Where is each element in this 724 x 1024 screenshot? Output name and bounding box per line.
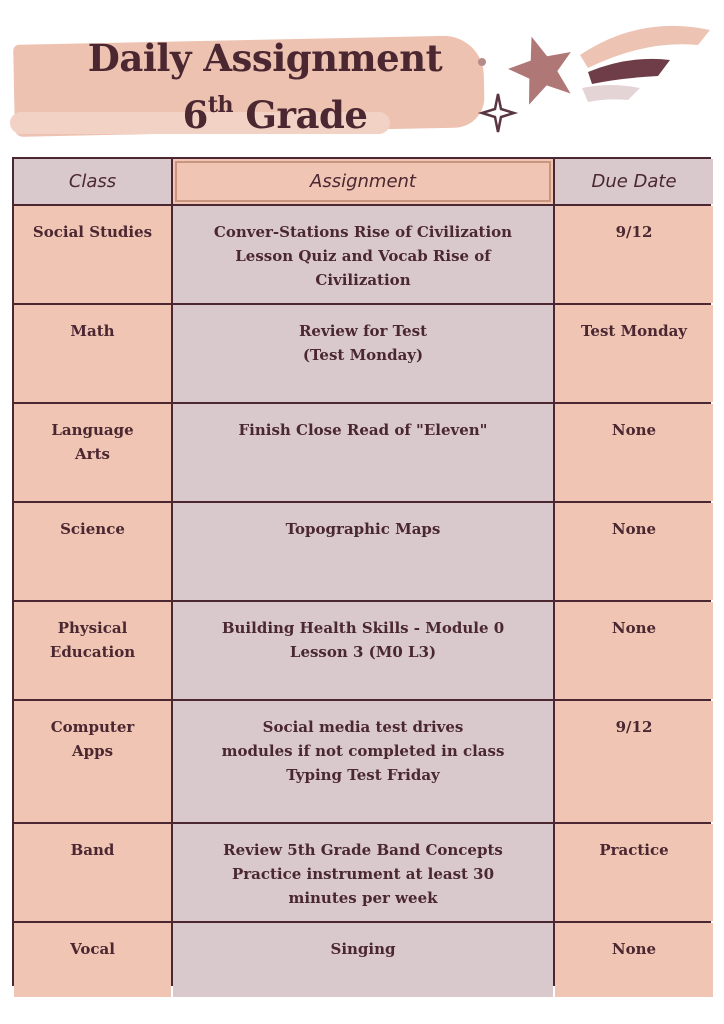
assignment-cell: Topographic Maps xyxy=(173,503,553,600)
class-cell: Science xyxy=(14,503,171,600)
assignment-cell: Conver-Stations Rise of Civilization Lesson Quiz and Vocab Rise of Civilization xyxy=(173,206,553,303)
due-date-cell: None xyxy=(555,602,713,699)
class-cell: Vocal xyxy=(14,923,171,997)
assignment-cell: Review for Test (Test Monday) xyxy=(173,305,553,402)
assignment-cell: Singing xyxy=(173,923,553,997)
swoosh-icon xyxy=(582,85,640,102)
star-icon xyxy=(502,28,582,108)
due-date-cell: None xyxy=(555,404,713,501)
due-date-cell: 9/12 xyxy=(555,701,713,822)
class-cell: Language Arts xyxy=(14,404,171,501)
assignment-cell: Review 5th Grade Band Concepts Practice instrument at least 30 minutes per week xyxy=(173,824,553,921)
due-date-cell: None xyxy=(555,503,713,600)
due-date-cell: None xyxy=(555,923,713,997)
due-date-cell: 9/12 xyxy=(555,206,713,303)
class-cell: Computer Apps xyxy=(14,701,171,822)
star-decoration-icon xyxy=(470,10,724,140)
col-header-assignment: Assignment xyxy=(173,159,553,204)
class-cell: Math xyxy=(14,305,171,402)
class-cell: Physical Education xyxy=(14,602,171,699)
page-subtitle xyxy=(10,92,540,137)
class-cell: Band xyxy=(14,824,171,921)
col-header-class: Class xyxy=(14,159,171,204)
col-header-due-date: Due Date xyxy=(555,159,713,204)
dot-icon xyxy=(478,58,486,66)
assignment-cell: Building Health Skills - Module 0 Lesson 3 (M0 L3) xyxy=(173,602,553,699)
assignment-cell: Finish Close Read of "Eleven" xyxy=(173,404,553,501)
due-date-cell: Practice xyxy=(555,824,713,921)
assignment-table xyxy=(12,157,711,986)
sparkle-icon xyxy=(482,94,514,132)
class-cell: Social Studies xyxy=(14,206,171,303)
swoosh-icon xyxy=(588,59,670,84)
grade-word: Grade xyxy=(245,93,368,137)
grade-suffix: th xyxy=(207,92,234,118)
page-title: Daily Assignment xyxy=(87,36,443,80)
assignment-cell: Social media test drives modules if not completed in class Typing Test Friday xyxy=(173,701,553,822)
due-date-cell: Test Monday xyxy=(555,305,713,402)
grade-number: 6 xyxy=(182,93,208,137)
